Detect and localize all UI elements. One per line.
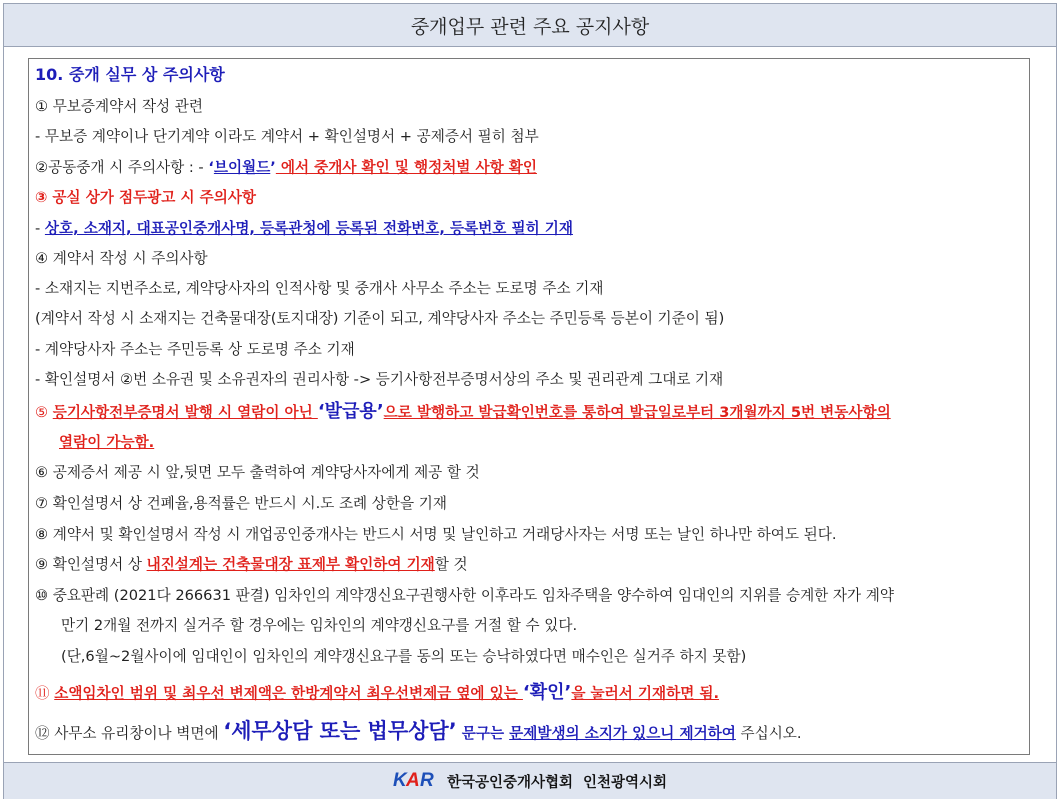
item12-quote-close: ’: [448, 719, 457, 743]
item10-line3: (단,6월~2월사이에 임대인이 임차인의 계약갱신요구를 동의 또는 승낙하였다면 매수인은 실거주 하지 못함): [61, 648, 747, 665]
notice-box: [28, 58, 1030, 755]
item5-num: ⑤: [35, 404, 53, 421]
item5-line1: [35, 402, 891, 423]
item3-detail-line: [35, 219, 573, 239]
item5-quote-close: ’: [376, 401, 384, 422]
item11-num: ⑪: [35, 685, 55, 702]
item3-prefix: -: [35, 220, 45, 237]
svg-text:K: K: [392, 770, 407, 791]
item11-quote-open: ‘: [522, 682, 530, 703]
item12-prefix: ⑫ 사무소 유리창이나 벽면에: [35, 725, 224, 742]
item5-part1: 등기사항전부증명서 발행 시 열람이 아닌: [52, 404, 318, 421]
svg-text:A: A: [405, 770, 420, 791]
svg-text:R: R: [419, 770, 434, 791]
page-footer: [4, 762, 1056, 799]
item11-part2: 을 눌러서 기재하면 됨.: [571, 685, 720, 702]
item2-quote-open: ‘: [208, 159, 214, 176]
item10-line2: 만기 2개월 전까지 실거주 할 경우에는 임차인의 계약갱신요구를 거절 할 수 있다.: [61, 617, 578, 634]
item12-part1: 문구는: [456, 725, 510, 742]
item9: [35, 555, 468, 575]
notice-title: 10. 중개 실무 상 주의사항: [35, 65, 225, 84]
item4-heading: ④ 계약서 작성 시 주의사항: [35, 250, 208, 267]
item9-suffix: 할 것: [434, 556, 468, 573]
item4-line3: - 계약당사자 주소는 주민등록 상 도로명 주소 기재: [35, 341, 355, 358]
item3-detail: 상호, 소재지, 대표공인중개사명, 등록관청에 등록된 전화번호, 등록번호 필히 기재: [44, 220, 573, 237]
item12-key: 세무상담 또는 법무상담: [231, 719, 449, 743]
item2-rest: 에서 중개사 확인 및 행정처벌 사항 확인: [275, 159, 537, 176]
item5-quote-open: ‘: [317, 401, 325, 422]
item2: [35, 158, 537, 178]
page-title: 중개업무 관련 주요 공지사항: [410, 15, 650, 38]
item5-line2: 열람이 가능함.: [59, 434, 155, 451]
kar-logo-icon: [393, 767, 439, 795]
item1-detail: - 무보증 계약이나 단기계약 이라도 계약서 + 확인설명서 + 공제증서 필히 첨부: [35, 128, 539, 145]
item2-quote-close: ’: [270, 159, 276, 176]
item1-heading: ① 무보증계약서 작성 관련: [35, 98, 203, 115]
item9-highlight: 내진설계는 건축물대장 표제부 확인하여 기재: [146, 556, 435, 573]
item4-line4: - 확인설명서 ②번 소유권 및 소유권자의 권리사항 -> 등기사항전부증명서상의 주소 및 권리관계 그대로 기재: [35, 371, 724, 388]
item8: ⑧ 계약서 및 확인설명서 작성 시 개업공인중개사는 반드시 서명 및 날인하고 거래당사자는 서명 또는 날인 하나만 하여도 된다.: [35, 526, 837, 543]
item3-heading: ③ 공실 상가 점두광고 시 주의사항: [35, 189, 257, 206]
item11-part1: 소액임차인 범위 및 최우선 변제액은 한방계약서 최우선변제금 옆에 있는: [54, 685, 523, 702]
item6: ⑥ 공제증서 제공 시 앞,뒷면 모두 출력하여 계약당사자에게 제공 할 것: [35, 464, 480, 481]
item11-quote-close: ’: [564, 682, 572, 703]
item12-suffix: 주십시오.: [735, 725, 802, 742]
item4-line2: (계약서 작성 시 소재지는 건축물대장(토지대장) 기준이 되고, 계약당사자 주소는 주민등록 등본이 기준이 됨): [35, 310, 725, 327]
page-header: [4, 4, 1056, 47]
item5-part2: 으로 발행하고 발급확인번호를 통하여 발급일로부터 3개월까지 5번 변동사항의: [383, 404, 891, 421]
item12-quote-open: ‘: [223, 719, 232, 743]
item12-highlight: 문제발생의 소지가 있으니 제거하여: [509, 725, 736, 742]
item5-key: 발급용: [324, 401, 377, 422]
item11-key: 확인: [529, 682, 565, 703]
item7: ⑦ 확인설명서 상 건폐율,용적률은 반드시 시.도 조례 상한을 기재: [35, 495, 447, 512]
vworld-link[interactable]: 브이월드: [213, 159, 271, 176]
item11: [35, 683, 719, 704]
item10-line1: ⑩ 중요판례 (2021다 266631 판결) 임차인의 계약갱신요구권행사한 이후라도 임차주택을 양수하여 임대인의 지위를 승계한 자가 계약: [35, 587, 894, 604]
org-name: 한국공인중개사협회: [446, 774, 573, 791]
item2-prefix: ②공동중개 시 주의사항 : -: [35, 159, 209, 176]
item4-line1: - 소재지는 지번주소로, 계약당사자의 인적사항 및 중개사 사무소 주소는 도로명 주소 기재: [35, 280, 604, 297]
branch-name: 인천광역시회: [583, 774, 668, 791]
item9-prefix: ⑨ 확인설명서 상: [35, 556, 147, 573]
item12: [35, 721, 802, 744]
